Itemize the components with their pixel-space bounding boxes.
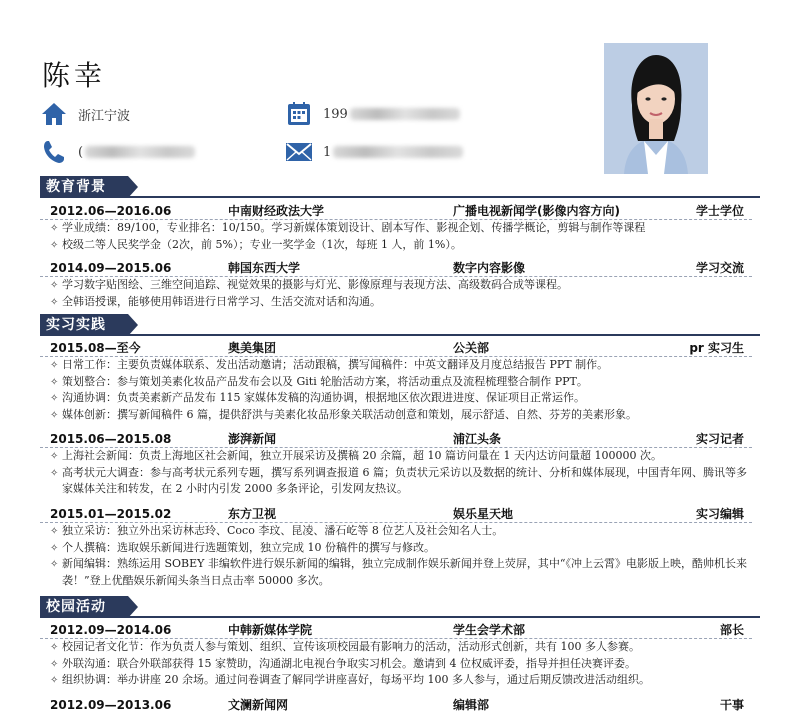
entry-title: pr 实习生 bbox=[689, 341, 744, 355]
entry-title: 干事 bbox=[719, 698, 744, 712]
entry-role: 编辑部 bbox=[453, 698, 490, 712]
entry-header bbox=[40, 622, 752, 639]
campus-section-header bbox=[40, 596, 760, 618]
location-contact bbox=[40, 100, 130, 128]
entry-role: 学生会学术部 bbox=[453, 623, 526, 637]
bullet-item: ✧ 高考状元大调查：参与高考状元系列专题，撰写系列调查报道 6 篇；负责状元采访以及数据的统计、分析和媒体展现，中国青年网、腾讯等多家媒体关注和转发，在 2 小时内引发 2000 多条评论，引发网友热议。 bbox=[40, 465, 752, 497]
entry-role: 浦江头条 bbox=[453, 432, 502, 446]
section-divider bbox=[40, 196, 760, 198]
entry-title: 部长 bbox=[719, 623, 744, 637]
bullet-item: ✧ 外联沟通：联合外联部获得 15 家赞助，沟通湖北电视台争取实习机会。邀请到 4 位权威评委，指导并担任决赛评委。 bbox=[40, 656, 752, 673]
entry-org: 中南财经政法大学 bbox=[228, 204, 325, 218]
secondary-phone-contact bbox=[40, 138, 195, 166]
candidate-name: 陈幸 bbox=[42, 59, 107, 92]
secondary-phone-redaction bbox=[85, 146, 195, 158]
bullet-item: ✧ 校园记者文化节：作为负责人参与策划、组织、宣传该项校园最有影响力的活动，活动形式创新，共有 100 多人参赛。 bbox=[40, 639, 752, 656]
entry-org: 中韩新媒体学院 bbox=[228, 623, 313, 637]
section-divider bbox=[40, 616, 760, 618]
bullet-item: ✧ 策划整合：参与策划美素化妆品产品发布会以及 Giti 轮胎活动方案，将活动重点及流程梳理整合制作 PPT。 bbox=[40, 374, 752, 391]
entry-date: 2015.06—2015.08 bbox=[50, 432, 172, 446]
bullet-item: ✧ 独立采访：独立外出采访林志玲、Coco 李玟、昆凌、潘石屹等 8 位艺人及社会知名人士。 bbox=[40, 523, 752, 540]
entry-header bbox=[40, 260, 752, 277]
entry-role: 数字内容影像 bbox=[453, 261, 526, 275]
bullet-item: ✧ 学习数字贴图绘、三维空间追踪、视觉效果的摄影与灯光、影像原理与表现方法、高级数码合成等课程。 bbox=[40, 277, 752, 294]
home-icon bbox=[40, 100, 68, 128]
bullet-item: ✧ 新闻编辑：熟练运用 SOBEY 非编软件进行娱乐新闻的编辑，独立完成制作娱乐新闻并登上荧屏，其中“《冲上云霄》电影版上映，酷帅机长来袭！”登上优酷娱乐新闻头条当日点击率 50000 多次。 bbox=[40, 556, 752, 588]
bullet-item: ✧ 上海社会新闻：负责上海地区社会新闻，独立开展采访及撰稿 20 余篇，超 10 篇访问量在 1 天内达访问量超 100000 次。 bbox=[40, 448, 752, 465]
education-section-header bbox=[40, 176, 760, 198]
entry-role: 公关部 bbox=[453, 341, 490, 355]
entry-date: 2015.01—2015.02 bbox=[50, 507, 172, 521]
entry-bullets bbox=[40, 357, 752, 423]
campus-entry-2 bbox=[40, 697, 752, 714]
entry-role: 广播电视新闻学(影像内容方向) bbox=[453, 204, 620, 218]
email-text: 1 bbox=[323, 144, 332, 160]
bullet-item: ✧ 全韩语授课，能够使用韩语进行日常学习、生活交流对话和沟通。 bbox=[40, 294, 752, 311]
location-text: 浙江宁波 bbox=[78, 108, 131, 124]
bullet-item: ✧ 个人撰稿：选取娱乐新闻进行选题策划，独立完成 10 份稿件的撰写与修改。 bbox=[40, 540, 752, 557]
calendar-icon bbox=[285, 100, 313, 128]
phone-text: 199 bbox=[323, 106, 348, 122]
entry-org: 奥美集团 bbox=[228, 341, 277, 355]
bullet-item: ✧ 媒体创新：撰写新闻稿件 6 篇，提供舒洪与美素化妆品形象关联活动创意和策划，展示舒适、自然、芬芳的美素形象。 bbox=[40, 407, 752, 424]
entry-org: 韩国东西大学 bbox=[228, 261, 301, 275]
entry-date: 2014.09—2015.06 bbox=[50, 261, 172, 275]
entry-header bbox=[40, 203, 752, 220]
campus-section-title: 校园活动 bbox=[40, 596, 128, 618]
phone-icon bbox=[40, 138, 68, 166]
bullet-item: ✧ 学业成绩：89/100，专业排名：10/150。学习新媒体策划设计、剧本写作、影视企划、传播学概论，剪辑与制作等课程 bbox=[40, 220, 752, 237]
entry-title: 学士学位 bbox=[695, 204, 744, 218]
entry-header bbox=[40, 431, 752, 448]
entry-bullets bbox=[40, 448, 752, 497]
internship-section-title: 实习实践 bbox=[40, 314, 128, 336]
entry-date: 2012.09—2014.06 bbox=[50, 623, 172, 637]
section-divider bbox=[40, 334, 760, 336]
bullet-item: ✧ 沟通协调：负责美素新产品发布 115 家媒体发稿的沟通协调，根据地区依次跟进进度、保证项目正常运作。 bbox=[40, 390, 752, 407]
entry-title: 实习编辑 bbox=[695, 507, 744, 521]
entry-org: 东方卫视 bbox=[228, 507, 277, 521]
entry-title: 学习交流 bbox=[695, 261, 744, 275]
entry-title: 实习记者 bbox=[695, 432, 744, 446]
entry-bullets bbox=[40, 523, 752, 588]
education-entry-2 bbox=[40, 260, 752, 310]
bullet-item: ✧ 校级二等人民奖学金（2次，前 5%）；专业一奖学金（1次，每班 1 人，前 1%）。 bbox=[40, 237, 752, 254]
education-entry-1 bbox=[40, 203, 752, 253]
campus-entry-1 bbox=[40, 622, 752, 689]
internship-section-header bbox=[40, 314, 760, 336]
phone-contact bbox=[285, 100, 460, 128]
email-redaction bbox=[333, 146, 463, 158]
entry-org: 文澜新闻网 bbox=[228, 698, 289, 712]
entry-header bbox=[40, 697, 752, 714]
entry-bullets bbox=[40, 639, 752, 689]
bullet-item: ✧ 日常工作：主要负责媒体联系、发出活动邀请；活动跟稿，撰写闻稿件：中英文翻译及月度总结报告 PPT 制作。 bbox=[40, 357, 752, 374]
entry-org: 澎湃新闻 bbox=[228, 432, 277, 446]
entry-date: 2012.06—2016.06 bbox=[50, 204, 172, 218]
profile-photo bbox=[604, 43, 708, 174]
entry-header bbox=[40, 506, 752, 523]
entry-bullets bbox=[40, 220, 752, 253]
bullet-item: ✧ 组织协调：举办讲座 20 余场。通过问卷调查了解同学讲座喜好，每场平均 100 多人参与，通过后期反馈改进活动组织。 bbox=[40, 672, 752, 689]
internship-entry-1 bbox=[40, 340, 752, 423]
internship-entry-2 bbox=[40, 431, 752, 497]
entry-bullets bbox=[40, 277, 752, 310]
internship-entry-3 bbox=[40, 506, 752, 588]
secondary-phone-text: ( bbox=[78, 144, 84, 160]
entry-header bbox=[40, 340, 752, 357]
entry-date: 2012.09—2013.06 bbox=[50, 698, 172, 712]
mail-icon bbox=[285, 138, 313, 166]
entry-role: 娱乐星天地 bbox=[453, 507, 514, 521]
education-section-title: 教育背景 bbox=[40, 176, 128, 198]
email-contact bbox=[285, 138, 463, 166]
entry-date: 2015.08—至今 bbox=[50, 341, 141, 355]
phone-redaction bbox=[350, 108, 460, 120]
